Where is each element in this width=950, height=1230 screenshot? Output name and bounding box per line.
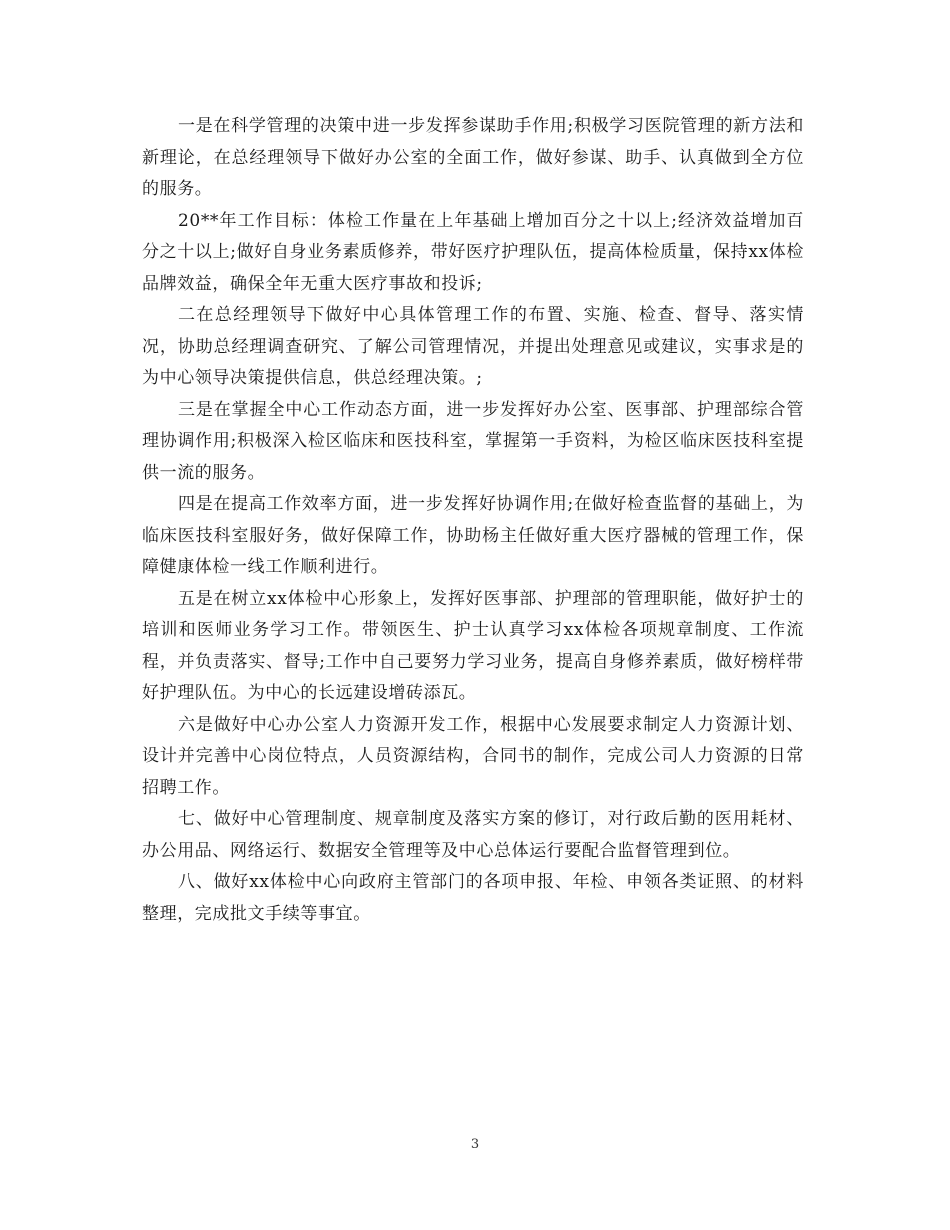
- paragraph-8: 七、做好中心管理制度、规章制度及落实方案的修订，对行政后勤的医用耗材、办公用品、网络运行、数据安全管理等及中心总体运行要配合监督管理到位。: [142, 809, 804, 861]
- paragraph-5: 四是在提高工作效率方面，进一步发挥好协调作用;在做好检查监督的基础上，为临床医技科室服好务，做好保障工作，协助杨主任做好重大医疗器械的管理工作，保障健康体检一线工作顺利进行。: [142, 494, 804, 577]
- document-body: [142, 111, 804, 930]
- paragraph-2: 20**年工作目标：体检工作量在上年基础上增加百分之十以上;经济效益增加百分之十以上;做好自身业务素质修养，带好医疗护理队伍，提高体检质量，保持xx体检品牌效益，确保全年无重大医疗事故和投诉;: [142, 210, 804, 294]
- paragraph-9: 八、做好xx体检中心向政府主管部门的各项申报、年检、申领各类证照、的材料整理，完成批文手续等事宜。: [142, 872, 804, 924]
- paragraph-1: 一是在科学管理的决策中进一步发挥参谋助手作用;积极学习医院管理的新方法和新理论，在总经理领导下做好办公室的全面工作，做好参谋、助手、认真做到全方位的服务。: [142, 116, 804, 199]
- paragraph-4: 三是在掌握全中心工作动态方面，进一步发挥好办公室、医事部、护理部综合管理协调作用;积极深入检区临床和医技科室，掌握第一手资料，为检区临床医技科室提供一流的服务。: [142, 399, 804, 483]
- page-number: 3: [470, 1137, 480, 1152]
- paragraph-6: 五是在树立xx体检中心形象上，发挥好医事部、护理部的管理职能，做好护士的培训和医师业务学习工作。带领医生、护士认真学习xx体检各项规章制度、工作流程，并负责落实、督导;工作中自己要努力学习业务，提高自身修养素质，做好榜样带好护理队伍。为中心的长远建设增砖添瓦。: [142, 588, 804, 703]
- paragraph-7: 六是做好中心办公室人力资源开发工作，根据中心发展要求制定人力资源计划、设计并完善中心岗位特点，人员资源结构，合同书的制作，完成公司人力资源的日常招聘工作。: [142, 714, 804, 798]
- paragraph-3: 二在总经理领导下做好中心具体管理工作的布置、实施、检查、督导、落实情况，协助总经理调查研究、了解公司管理情况，并提出处理意见或建议，实事求是的为中心领导决策提供信息，供总经理决策。;: [142, 305, 804, 388]
